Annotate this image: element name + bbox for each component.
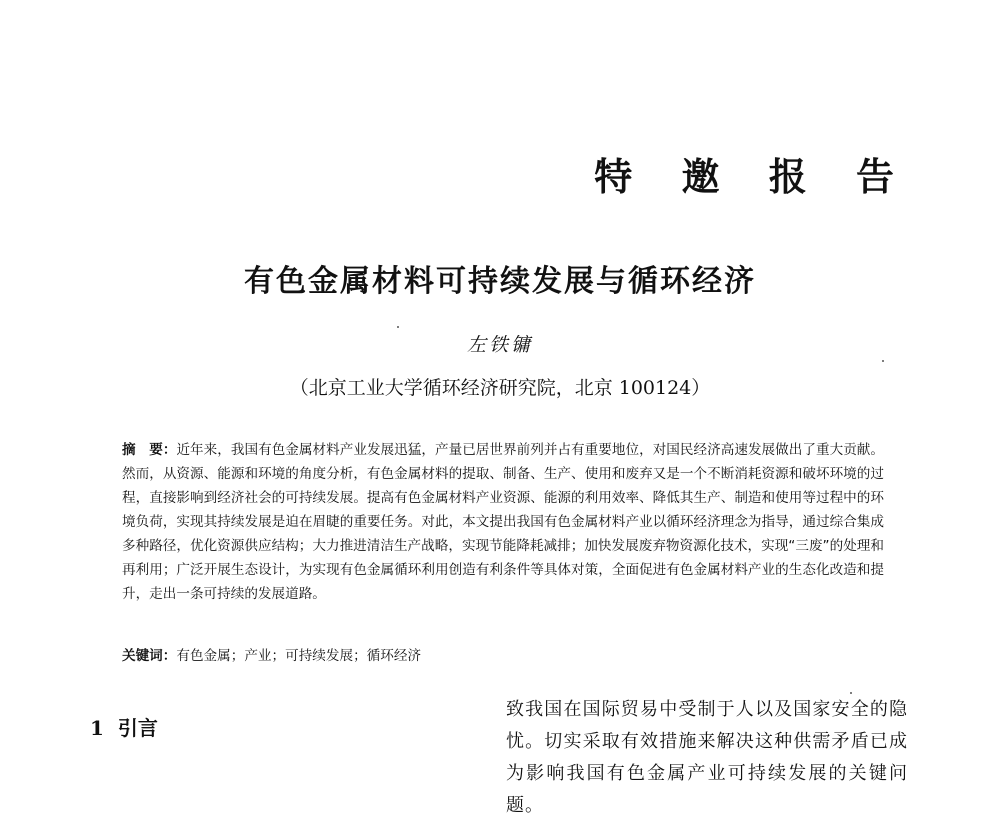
section-heading (90, 712, 158, 741)
author: 左铁镛 (466, 334, 533, 356)
affiliation: （北京工业大学循环经济研究院，北京 100124） (289, 377, 711, 399)
abstract-text: 近年来，我国有色金属材料产业发展迅猛，产量已居世界前列并占有重要地位，对国民经济高速发展做出了重大贡献。然而，从资源、能源和环境的角度分析，有色金属材料的提取、制备、生产、使用和废弃又是一个不断消耗资源和破坏环境的过程，直接影响到经济社会的可持续发展。提高有色金属材料产业资源、能源的利用效率、降低其生产、制造和使用等过程中的环境负荷，实现其持续发展是迫在眉睫的重要任务。对此，本文提出我国有色金属材料产业以循环经济理念为指导，通过综合集成多种路径，优化资源供应结构；大力推进清洁生产战略，实现节能降耗减排；加快发展废弃物资源化技术，实现“三废”的处理和再利用；广泛开展生态设计，为实现有色金属循环利用创造有利条件等具体对策，全面促进有色金属材料产业的生态化改造和提升，走出一条可持续的发展道路。 (122, 442, 885, 602)
keywords-text: 有色金属；产业；可持续发展；循环经济 (176, 648, 422, 664)
abstract-label: 摘 要： (122, 442, 177, 458)
paper-title: 有色金属材料可持续发展与循环经济 (244, 264, 756, 299)
body-text-right-column: 致我国在国际贸易中受制于人以及国家安全的隐忧。切实采取有效措施来解决这种供需矛盾已成为影响我国有色金属产业可持续发展的关键问题。 (506, 699, 908, 816)
section-number: 1 (90, 716, 104, 740)
scan-speck (882, 360, 884, 362)
scan-speck (850, 692, 852, 694)
section-heading-text: 引言 (117, 716, 158, 740)
abstract (122, 438, 884, 606)
section-label: 特 邀 报 告 (594, 155, 912, 199)
keywords (122, 644, 421, 664)
scan-speck (397, 326, 399, 328)
keywords-label: 关键词： (122, 648, 177, 664)
